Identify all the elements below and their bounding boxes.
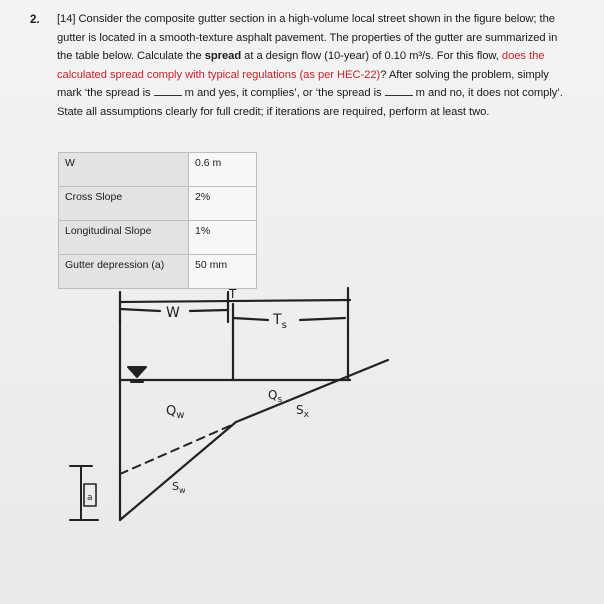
property-value: 1% — [189, 221, 257, 255]
gutter-slope-line — [120, 422, 236, 520]
label-sx: $S_x$ — [296, 403, 309, 420]
table-row — [59, 153, 257, 187]
design-flow-text: at a design flow (10-year) of 0.10 m³/s. For this flow, — [241, 50, 502, 63]
t-dimension — [120, 288, 350, 380]
problem-statement — [57, 10, 567, 122]
property-label: W — [59, 153, 189, 187]
answer-instruction-3: m and no, it does not comply’. State all assumptions clearly for full credit; if iterations are required, perform at least two. — [57, 87, 563, 118]
label-t: T — [229, 287, 237, 301]
spread-term: spread — [204, 50, 242, 63]
label-a: a — [87, 493, 93, 503]
property-value: 0.6 m — [189, 153, 257, 187]
label-ts: $T_s$ — [273, 312, 287, 331]
gutter-properties-table — [58, 152, 257, 289]
ts-dimension — [233, 304, 345, 380]
property-value: 2% — [189, 187, 257, 221]
answer-blank-2 — [385, 85, 413, 96]
points-label: [14] — [57, 13, 76, 25]
answer-instruction-1: ? After solving the problem, simply mark ‘the spread is — [57, 68, 549, 100]
answer-blank-1 — [154, 85, 182, 96]
extended-cross-slope — [120, 424, 234, 474]
label-w: W — [166, 305, 180, 321]
question-number: 2. — [30, 14, 40, 26]
cross-slope-line — [236, 360, 388, 422]
label-qw: $Q_w$ — [166, 404, 185, 421]
depression-dimension — [70, 466, 98, 520]
compliance-question: does the calculated spread comply with typical regulations (as per HEC-22) — [57, 50, 545, 81]
label-qs: $Q_s$ — [268, 388, 283, 405]
gutter-section-diagram — [0, 280, 604, 540]
property-value: 50 mm — [189, 255, 257, 289]
table-row — [59, 187, 257, 221]
property-label: Cross Slope — [59, 187, 189, 221]
property-label: Gutter depression (a) — [59, 255, 189, 289]
answer-instruction-2: m and yes, it complies’, or ‘the spread is — [181, 87, 385, 100]
intro-text: Consider the composite gutter section in a high-volume local street shown in the figure below; the gutter is located in a smooth-texture asphalt pavement. The properties of the gutter are summarized in the table below. Calculate the — [57, 13, 558, 63]
table-row — [59, 221, 257, 255]
property-label: Longitudinal Slope — [59, 221, 189, 255]
label-sw: $S_w$ — [172, 480, 186, 495]
